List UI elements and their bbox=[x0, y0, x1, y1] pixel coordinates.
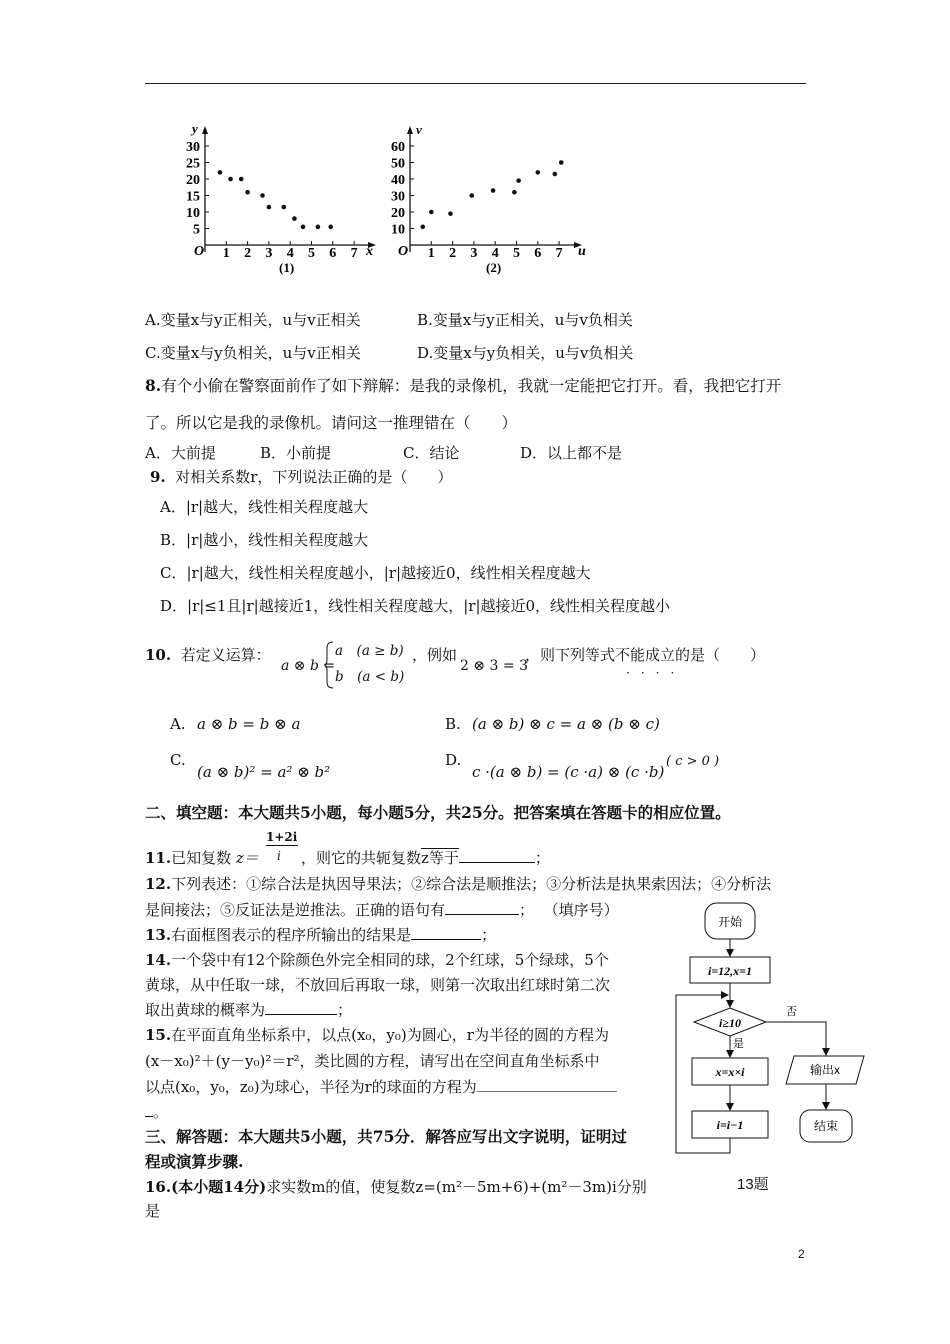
x-axis-label-2: u bbox=[578, 244, 586, 259]
x-tick-label-2: 5 bbox=[513, 246, 520, 261]
y-tick-label-1: 10 bbox=[186, 206, 200, 221]
data-point-2 bbox=[516, 178, 521, 183]
x-axis-label-1: x bbox=[366, 244, 373, 259]
y-tick-label-2: 60 bbox=[391, 140, 405, 155]
q10-option-a: a ⊗ b = b ⊗ a bbox=[197, 715, 301, 733]
flow-decision-label: i≥10 bbox=[719, 1016, 741, 1030]
q12-answer-blank[interactable] bbox=[445, 900, 519, 915]
q9-option-b: B．|r|越小，线性相关程度越大 bbox=[160, 531, 369, 549]
q11-line bbox=[145, 848, 259, 868]
q10-option-d: c ·(a ⊗ b) = (c ·a) ⊗ (c ·b) bbox=[472, 763, 665, 781]
y-tick-label-1: 5 bbox=[193, 222, 200, 238]
flow-init-label: i=12,x=1 bbox=[707, 964, 753, 978]
flow-start-label: 开始 bbox=[717, 915, 743, 929]
q14-answer-blank[interactable] bbox=[265, 1000, 337, 1015]
y-axis-label-1: y bbox=[192, 121, 198, 136]
q7-option-a: A.变量x与y正相关，u与v正相关 bbox=[145, 311, 361, 329]
q8-stem: 有个小偷在警察面前作了如下辩解：是我的录像机，我就一定能把它打开。看，我把它打开 bbox=[161, 377, 782, 395]
q9-option-a: A．|r|越大，线性相关程度越大 bbox=[160, 498, 369, 516]
q10-option-b: (a ⊗ b) ⊗ c = a ⊗ (b ⊗ c) bbox=[472, 715, 660, 733]
q12-line-2b: ； bbox=[519, 901, 535, 919]
q12-stem: 下列表述：①综合法是执因导果法；②综合法是顺推法；③分析法是执果索因法；④分析法 bbox=[171, 875, 772, 893]
q8-line-1 bbox=[145, 376, 781, 396]
data-point-2 bbox=[420, 225, 425, 230]
q10-option-b-label: B. bbox=[445, 715, 461, 733]
section-3-heading-line-1: 三、解答题：本大题共5小题，共75分．解答应写出文字说明，证明过 bbox=[145, 1127, 627, 1146]
flowchart-caption: 13题 bbox=[737, 1176, 769, 1193]
x-tick-label-2: 7 bbox=[555, 246, 563, 261]
data-point-1 bbox=[301, 225, 306, 230]
x-tick-label-1: 1 bbox=[222, 246, 230, 261]
x-tick-label-1: 2 bbox=[244, 246, 252, 261]
data-point-2 bbox=[553, 172, 558, 177]
q16-stem: 求实数m的值，使复数z=(m²－5m+6)+(m²－3m)i分别 bbox=[266, 1178, 647, 1196]
q13-answer-blank[interactable] bbox=[411, 925, 481, 940]
q10-option-d-condition: ( c > 0 ) bbox=[666, 754, 720, 769]
q13-tail: ； bbox=[481, 926, 497, 944]
y-tick-label-2: 40 bbox=[391, 173, 405, 188]
q14-line-1 bbox=[145, 950, 609, 970]
data-point-1 bbox=[260, 193, 265, 198]
y-axis-label-2: v bbox=[416, 122, 422, 137]
data-point-2 bbox=[491, 188, 496, 193]
header-rule bbox=[145, 83, 806, 84]
q9-option-c: C．|r|越大，线性相关程度越小，|r|越接近0，线性相关程度越大 bbox=[160, 564, 591, 582]
q11-number: 11. bbox=[145, 849, 172, 867]
q8-option-a: A．大前提 bbox=[145, 444, 216, 462]
q12-line-2a: 是间接法；⑤反证法是逆推法。正确的语句有 bbox=[145, 901, 446, 919]
flow-end-label: 结束 bbox=[813, 1119, 839, 1133]
y-tick-label-2: 20 bbox=[391, 206, 405, 221]
q13-line bbox=[145, 925, 496, 945]
data-point-2 bbox=[429, 210, 434, 215]
x-tick-label-1: 3 bbox=[265, 246, 273, 261]
chart-title-1: (1) bbox=[279, 260, 295, 275]
data-point-2 bbox=[559, 160, 564, 165]
x-tick-label-1: 4 bbox=[286, 246, 294, 261]
x-tick-label-1: 7 bbox=[350, 246, 358, 261]
q12-line-1 bbox=[145, 874, 771, 894]
q11-text-c: z等于 bbox=[421, 849, 459, 867]
q12-number: 12. bbox=[145, 875, 172, 893]
data-point-1 bbox=[228, 177, 233, 182]
q15-line-3 bbox=[145, 1077, 617, 1097]
y-tick-label-2: 30 bbox=[391, 189, 405, 205]
q11-text-a: 已知复数 bbox=[171, 849, 232, 867]
q11-numerator: 1+2i bbox=[266, 830, 298, 844]
page-number: 2 bbox=[798, 1247, 805, 1261]
section-2-heading: 二、填空题：本大题共5小题，每小题5分，共25分。把答案填在答题卡的相应位置。 bbox=[145, 803, 731, 822]
q9-number: 9. bbox=[150, 468, 166, 486]
flow-output-label: 输出x bbox=[809, 1063, 841, 1077]
q10-def-lhs: a ⊗ b = bbox=[281, 658, 336, 674]
flow-step-multiply-label: x=x×i bbox=[715, 1065, 745, 1079]
q13-number: 13. bbox=[145, 926, 172, 944]
scatter-plot-2 bbox=[382, 120, 592, 282]
origin-label-2: O bbox=[398, 244, 409, 259]
q12-line-2c: （填序号） bbox=[543, 901, 619, 919]
flowchart-13 bbox=[670, 895, 875, 1160]
q14-line-2: 黄球，从中任取一球，不放回后再取一球，则第一次取出红球时第二次 bbox=[145, 976, 611, 994]
y-axis-arrow-2 bbox=[407, 126, 413, 134]
q11-denominator: i bbox=[277, 849, 281, 863]
chart-title-2: (2) bbox=[486, 260, 502, 275]
q9-stem-line bbox=[150, 467, 452, 487]
data-point-1 bbox=[239, 177, 244, 182]
y-tick-label-1: 25 bbox=[186, 156, 200, 172]
q10-example: 2 ⊗ 3 = 3 bbox=[460, 658, 528, 674]
q15-line-1 bbox=[145, 1025, 609, 1045]
q14-number: 14. bbox=[145, 951, 172, 969]
q10-number: 10. bbox=[145, 646, 172, 664]
q7-option-b: B.变量x与y正相关，u与v负相关 bbox=[417, 311, 633, 329]
q8-option-c: C．结论 bbox=[403, 444, 460, 462]
q10-stem-a: 若定义运算： bbox=[180, 646, 271, 664]
q10-stem-b: ，例如 bbox=[412, 646, 458, 664]
q16-line-2: 是 bbox=[145, 1202, 161, 1220]
q11-fraction-bar bbox=[266, 845, 298, 846]
q15-number: 15. bbox=[145, 1026, 172, 1044]
data-point-2 bbox=[469, 193, 474, 198]
q8-option-d: D．以上都不是 bbox=[520, 444, 623, 462]
q13-text: 右面框图表示的程序所输出的结果是 bbox=[171, 926, 412, 944]
flow-step-decrement-label: i=i−1 bbox=[716, 1118, 744, 1132]
q7-option-c: C.变量x与y负相关，u与v正相关 bbox=[145, 344, 361, 362]
q16-line-1 bbox=[145, 1177, 647, 1197]
flow-yes-label: 是 bbox=[733, 1038, 744, 1050]
q9-stem: 对相关系数r，下列说法正确的是（ ） bbox=[175, 468, 453, 486]
q14-line-3 bbox=[145, 1000, 352, 1020]
q10-emphasis-dots: ···· bbox=[626, 666, 686, 680]
q16-points: (本小题14分) bbox=[171, 1178, 267, 1196]
data-point-1 bbox=[218, 170, 223, 175]
q15-line-4 bbox=[145, 1102, 168, 1122]
origin-label-1: O bbox=[194, 244, 205, 259]
q7-option-d: D.变量x与y负相关，u与v负相关 bbox=[417, 344, 634, 362]
section-3-heading-line-2: 程或演算步骤. bbox=[145, 1152, 244, 1171]
data-point-1 bbox=[292, 216, 297, 221]
scatter-plot-1 bbox=[180, 120, 380, 282]
data-point-1 bbox=[282, 205, 287, 210]
q14-stem: 一个袋中有12个除颜色外完全相同的球，2个红球，5个绿球，5个 bbox=[171, 951, 609, 969]
q15-line-2: (x－x₀)²＋(y－y₀)²＝r²，类比圆的方程，请写出在空间直角坐标系中 bbox=[145, 1052, 600, 1070]
y-tick-label-2: 10 bbox=[391, 222, 405, 238]
data-point-1 bbox=[267, 205, 272, 210]
q15-stem: 在平面直角坐标系中，以点(x₀，y₀)为圆心，r为半径的圆的方程为 bbox=[171, 1026, 609, 1044]
q12-line-2 bbox=[145, 900, 619, 920]
q10-stem-a-line bbox=[145, 645, 271, 665]
q16-number: 16. bbox=[145, 1178, 172, 1196]
q11-text-b: ，则它的共轭复数 bbox=[301, 849, 422, 867]
q11-answer-blank[interactable] bbox=[459, 848, 535, 863]
x-tick-label-1: 5 bbox=[308, 246, 315, 261]
q8-number: 8. bbox=[145, 376, 162, 395]
q10-case-1: a (a ≥ b) bbox=[335, 643, 404, 659]
x-tick-label-2: 4 bbox=[491, 246, 499, 261]
q10-option-c: (a ⊗ b)² = a² ⊗ b² bbox=[197, 763, 331, 781]
x-tick-label-2: 6 bbox=[534, 246, 542, 261]
q15-line-4-text: 。 bbox=[153, 1103, 169, 1121]
q11-tail: ； bbox=[534, 849, 550, 867]
y-tick-label-1: 30 bbox=[186, 140, 200, 155]
data-point-2 bbox=[536, 170, 541, 175]
q15-line-3-text: 以点(x₀，y₀，z₀)为球心，半径为r的球面的方程为 bbox=[145, 1078, 477, 1096]
flow-no-label: 否 bbox=[786, 1006, 797, 1018]
x-tick-label-2: 2 bbox=[449, 246, 457, 261]
q10-stem-c: ，则下列等式不能成立的是（ ） bbox=[525, 646, 766, 664]
q11-z-eq: z＝ bbox=[235, 849, 259, 867]
q8-line-2: 了。所以它是我的录像机。请问这一推理错在（ ） bbox=[145, 414, 518, 432]
x-tick-label-2: 3 bbox=[470, 246, 478, 261]
x-tick-label-2: 1 bbox=[427, 246, 435, 261]
q10-option-a-label: A. bbox=[170, 715, 186, 733]
q14-line-3a: 取出黄球的概率为 bbox=[145, 1001, 266, 1019]
q9-option-d: D．|r|≤1且|r|越接近1，线性相关程度越大，|r|越接近0，线性相关程度越小 bbox=[160, 597, 671, 615]
data-point-1 bbox=[316, 225, 321, 230]
q15-answer-blank[interactable] bbox=[477, 1077, 617, 1092]
q10-option-d-label: D. bbox=[445, 751, 462, 769]
data-point-2 bbox=[448, 211, 453, 216]
x-tick-label-1: 6 bbox=[329, 246, 337, 261]
y-axis-arrow-1 bbox=[202, 126, 208, 134]
q8-option-b: B．小前提 bbox=[260, 444, 332, 462]
y-tick-label-1: 20 bbox=[186, 173, 200, 188]
data-point-1 bbox=[245, 190, 250, 195]
q14-line-3b: ； bbox=[337, 1001, 353, 1019]
q10-case-2: b (a < b) bbox=[335, 669, 405, 685]
q10-option-c-label: C. bbox=[170, 751, 186, 769]
q11-rest bbox=[301, 848, 550, 868]
y-tick-label-2: 50 bbox=[391, 156, 405, 172]
q10-brace bbox=[323, 640, 335, 690]
data-point-1 bbox=[328, 225, 333, 230]
y-tick-label-1: 15 bbox=[186, 189, 200, 205]
data-point-2 bbox=[512, 190, 517, 195]
